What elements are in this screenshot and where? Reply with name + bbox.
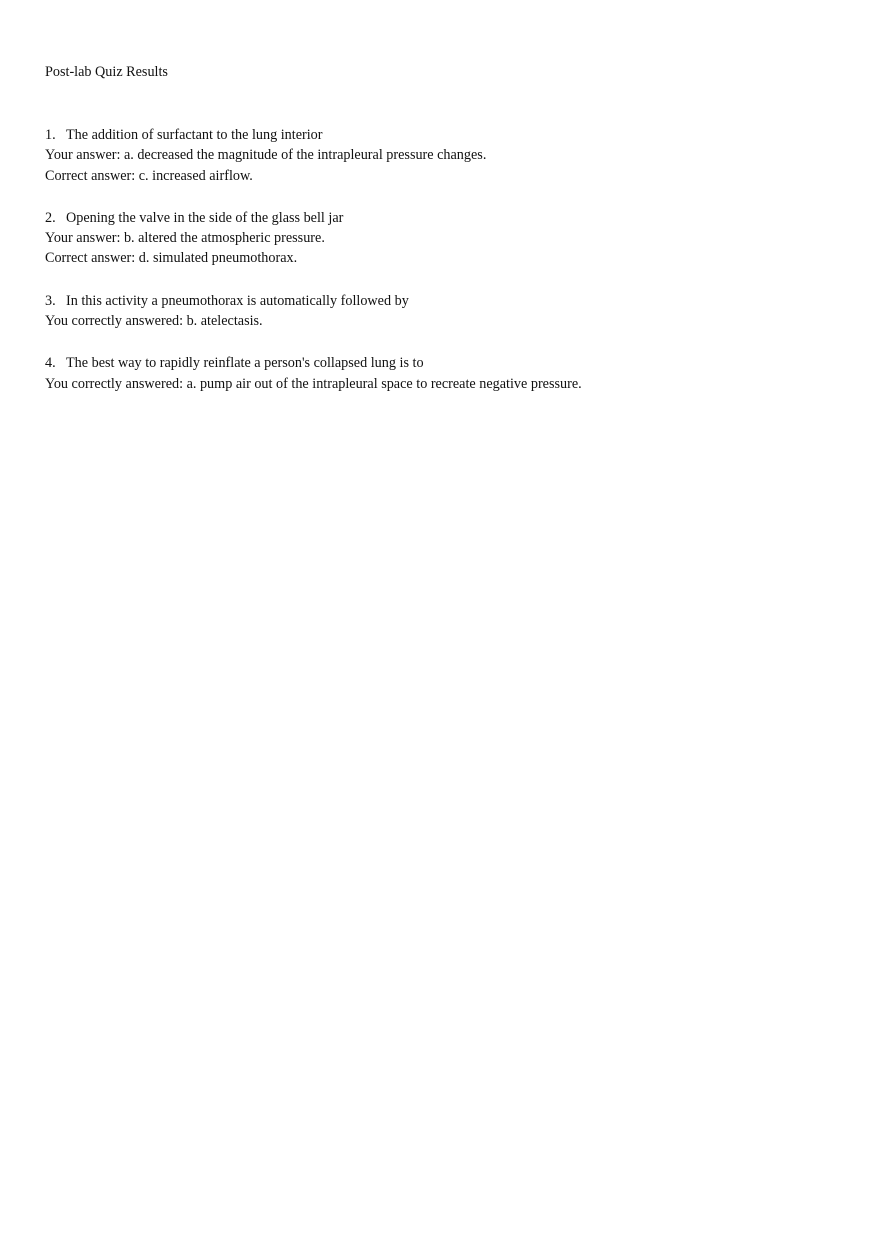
question-list xyxy=(45,125,845,394)
question-number: 2. xyxy=(45,209,56,226)
correct-answer-confirmation: You correctly answered: b. atelectasis. xyxy=(45,313,263,330)
your-answer: Your answer: a. decreased the magnitude of the intrapleural pressure changes. xyxy=(45,147,487,164)
question-item xyxy=(45,353,845,394)
question-number: 4. xyxy=(45,355,56,372)
question-text: In this activity a pneumothorax is automatically followed by xyxy=(66,292,409,309)
question-text: The addition of surfactant to the lung interior xyxy=(66,127,323,143)
question-prompt xyxy=(45,208,845,228)
document-page xyxy=(45,63,845,416)
correct-answer-confirmation: You correctly answered: a. pump air out of the intrapleural space to recreate negative pressure. xyxy=(45,375,582,392)
correct-answer: Correct answer: d. simulated pneumothorax. xyxy=(45,250,298,267)
question-number: 1. xyxy=(45,127,56,143)
question-item xyxy=(45,208,845,269)
question-prompt xyxy=(45,125,845,145)
question-item xyxy=(45,291,845,332)
question-text: The best way to rapidly reinflate a person's collapsed lung is to xyxy=(66,355,424,372)
correct-answer: Correct answer: c. increased airflow. xyxy=(45,167,253,184)
question-text: Opening the valve in the side of the glass bell jar xyxy=(66,209,344,226)
question-prompt xyxy=(45,291,845,311)
question-prompt xyxy=(45,353,845,373)
your-answer: Your answer: b. altered the atmospheric pressure. xyxy=(45,230,325,247)
question-number: 3. xyxy=(45,292,56,309)
question-item xyxy=(45,125,845,186)
page-title: Post-lab Quiz Results xyxy=(45,64,168,80)
